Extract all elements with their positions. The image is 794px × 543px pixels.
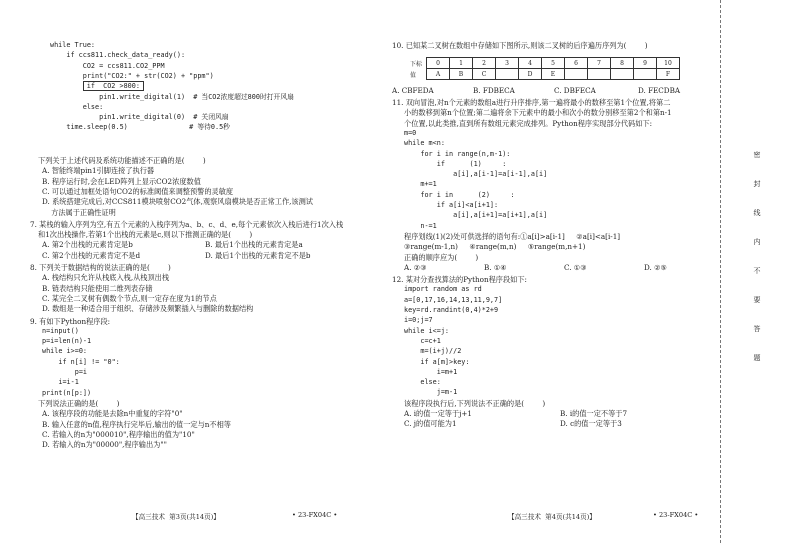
left-page (0, 0, 388, 543)
q11-stem: 个位置,以此类推,直到所有数组元素完成排列。Python程序实现部分代码如下: (404, 118, 652, 128)
q11-choices: ③range(m-1,n) ④range(m,n) ⑤range(m,n+1) (404, 242, 586, 252)
right-footer-code: • 23-FX04C • (653, 511, 699, 519)
left-footer-title: 【高三技术 第3页(共14页)】 (132, 513, 220, 521)
q11-option-d: D. ②⑤ (644, 262, 667, 272)
q9-code-line: while i>=0: (42, 347, 88, 356)
q11-code-line: for i in range(n,m-1): (404, 149, 511, 158)
q9-option: A. 该程序段的功能是去除n中重复的字符"0" (42, 409, 183, 419)
table-index-cell: 9 (634, 58, 657, 69)
table-index-cell: 1 (450, 58, 473, 69)
q12-code-line: c=c+1 (404, 336, 441, 345)
right-footer-title: 【高三技术 第4页(共14页)】 (508, 513, 596, 521)
q10-option-c: C. DBFECA (554, 86, 596, 95)
q11-choices: 程序划线(1)(2)处可供选择的语句有:①a[i]>a[i-1] ②a[i]<a[i-1] (404, 231, 621, 241)
q12-stem: 12. 某对分查找算法的Python程序段如下: (392, 275, 527, 285)
q11-code-line: while m<n: (404, 139, 445, 148)
code-line: time.sleep(0.5) # 等待0.5秒 (50, 123, 230, 132)
table-value-cell (565, 69, 588, 80)
seal-char: 答 (753, 325, 761, 333)
q7-option-d: D. 最后1个出栈的元素肯定不是b (205, 250, 311, 260)
table-value-cell (611, 69, 634, 80)
q9-code-line: i=i-1 (42, 378, 79, 387)
seal-char: 封 (753, 180, 761, 188)
seal-char: 内 (753, 238, 761, 246)
q11-code-line: if a[i]<a[i+1]: (404, 201, 499, 209)
table-index-cell: 7 (588, 58, 611, 69)
q10-option-d: D. FECDBA (638, 86, 681, 95)
q7-option-c: C. 第2个出栈的元素肯定不是d (42, 250, 141, 260)
q12-option-c: C. j的值可能为1 (404, 419, 457, 429)
seal-char: 线 (753, 209, 761, 217)
table-row-head-value: 值 (410, 71, 417, 79)
table-index-cell: 5 (542, 58, 565, 69)
q11-code-line: n-=1 (404, 221, 437, 230)
q9-code-line: p=i=len(n)-1 (42, 337, 92, 346)
q12-code-line: import random as rd (404, 285, 482, 294)
code-line: CO2 = ccs811.CO2_PPM (50, 61, 165, 70)
table-index-cell: 8 (611, 58, 634, 69)
q9-option: C. 若输入的n为"000010",程序输出的值为"10" (42, 429, 195, 439)
table-value-cell: E (542, 69, 565, 80)
code-line: else: (50, 102, 104, 111)
q10-option-b: B. FDBECA (473, 86, 515, 95)
q7-stem: 7. 某栈的输入序列为空,有五个元素的入栈序列为a、b、c、d、e,每个元素依次入栈后进行1次入栈 (30, 219, 344, 229)
code-line: print("CO2:" + str(CO2) + "ppm") (50, 71, 214, 80)
q10-option-a: A. CBFEDA (392, 86, 434, 95)
q11-stem: 小的数移到第n个位置;第二遍将余下元素中的最小和次小的数分别移至第2个和第n-1 (404, 108, 672, 118)
q11-option-c: C. ①③ (564, 262, 587, 272)
seal-char: 题 (753, 354, 761, 362)
q12-code-line: while i<=j: (404, 326, 450, 335)
q12-code-line: if a[m]>key: (404, 357, 470, 366)
q9-code-line: if n[i] != "0": (42, 357, 120, 366)
q7-option-a: A. 第2个出栈的元素肯定是b (42, 240, 133, 250)
q6-option: C. 可以通过加框处语句CO2的标准阈值来调整预警的灵敏度 (42, 186, 234, 196)
q9-code-line: n=input() (42, 326, 79, 335)
q12-code-line: key=rd.randint(0,4)*2+9 (404, 306, 499, 314)
q10-array-table (410, 57, 680, 80)
q6-stem: 下列关于上述代码及系统功能描述不正确的是( ) (38, 156, 206, 165)
q12-option-a: A. i的值一定等于j+1 (404, 409, 473, 418)
table-value-cell (496, 69, 519, 80)
q8-option: A. 栈结构只允许从栈底入栈,从栈顶出栈 (42, 273, 170, 283)
table-index-cell: 10 (657, 58, 680, 69)
q12-code-line: m=(i+j)//2 (404, 347, 462, 356)
q9-option: B. 输入任意的n值,程序执行完毕后,输出的值一定与n不相等 (42, 419, 231, 429)
q10-stem: 10. 已知某二叉树在数组中存储如下图所示,则该二叉树的后序遍历序列为( ) (392, 41, 648, 50)
table-index-cell: 6 (565, 58, 588, 69)
q7-option-b: B. 最后1个出栈的元素肯定是a (205, 240, 303, 250)
table-value-cell: B (450, 69, 473, 80)
q12-code-line: i=0;j=7 (404, 316, 433, 325)
table-row-head-index: 下标 (410, 60, 423, 68)
q9-ask: 下列说法正确的是( ) (38, 398, 120, 408)
code-line (50, 82, 144, 91)
q8-option: D. 数组是一种适合用于组织、存储涉及频繁插入与删除的数据结构 (42, 304, 254, 314)
q11-code-line: a[i],a[i-1]=a[i-1],a[i] (404, 170, 548, 179)
q9-code-line: p=i (42, 368, 88, 376)
seal-line-text (751, 150, 763, 382)
q11-stem: 11. 双向冒泡,对n个元素的数组a进行升序排序,第一遍将最小的数移至第1个位置,将第二 (392, 98, 671, 107)
q12-option-b: B. i的值一定不等于7 (560, 409, 628, 418)
q11-ask: 正确的顺序应为( ) (404, 252, 479, 262)
seal-char: 密 (753, 151, 761, 159)
code-line: pin1.write_digital(1) # 当CO2浓度超过800时打开风扇 (50, 92, 294, 101)
q6-option: A. 智能终端pin1引脚连接了执行器 (42, 166, 155, 176)
q6-option: B. 程序运行时,会在LED阵列上显示CO2浓度数值 (42, 176, 201, 186)
q11-code-line: a[i],a[i+1]=a[i+1],a[i] (404, 211, 548, 220)
code-line: while True: (50, 41, 96, 49)
seal-line-sidebar (720, 0, 794, 543)
q6-option: 方法属于正确性证明 (42, 207, 116, 217)
q11-code-line: for i in (2) : (404, 190, 515, 199)
q12-code-line: j=m-1 (404, 388, 458, 397)
table-index-cell: 2 (473, 58, 496, 69)
boxed-condition: if CO2 >800: (83, 81, 144, 91)
q12-code-line: a=[0,17,16,14,13,11,9,7] (404, 295, 503, 304)
seal-char: 要 (753, 296, 761, 304)
table-index-cell: 0 (427, 58, 450, 69)
table-index-cell: 4 (519, 58, 542, 69)
table-value-cell: F (657, 69, 680, 80)
q9-code-line: print(n[p:]) (42, 388, 92, 397)
table-index-cell: 3 (496, 58, 519, 69)
table-value-cell (588, 69, 611, 80)
q8-option: C. 某完全二叉树有偶数个节点,则一定存在度为1的节点 (42, 293, 217, 303)
q12-code-line: i=m+1 (404, 367, 458, 376)
q12-ask: 该程序段执行后,下列说法不正确的是( ) (404, 398, 546, 408)
q12-code-line: else: (404, 378, 441, 387)
q11-option-a: A. ②③ (404, 262, 427, 272)
q9-stem: 9. 有如下Python程序段: (30, 316, 111, 326)
seal-char: 不 (753, 267, 761, 275)
right-page (388, 0, 718, 543)
table-value-cell: C (473, 69, 496, 80)
q11-code-line: m+=1 (404, 180, 437, 189)
q8-stem: 8. 下列关于数据结构的说法正确的是( ) (30, 263, 171, 272)
code-line: if ccs811.check_data_ready(): (50, 51, 186, 60)
left-footer-code: • 23-FX04C • (292, 511, 338, 519)
q11-code-line: m=0 (404, 128, 417, 137)
q12-option-d: D. c的值一定等于3 (560, 419, 622, 429)
q7-stem: 和1次出栈操作,若第1个出栈的元素是c,则以下推测正确的是( ) (38, 230, 253, 240)
q11-option-b: B. ①④ (484, 262, 507, 272)
table-value-cell: D (519, 69, 542, 80)
table-value-cell (634, 69, 657, 80)
q9-option: D. 若输入的n为"00000",程序输出为"" (42, 440, 167, 450)
q6-option: D. 系统搭建完成后,对CCS811模块喷射CO2气体,观察风扇模块是否正常工作,该测试 (42, 197, 313, 207)
table-value-cell: A (427, 69, 450, 80)
code-line: pin1.write_digital(0) # 关闭风扇 (50, 113, 229, 122)
q11-code-line: if (1) : (404, 159, 507, 168)
q8-option: B. 链表结构只能使用二维列表存储 (42, 283, 153, 293)
